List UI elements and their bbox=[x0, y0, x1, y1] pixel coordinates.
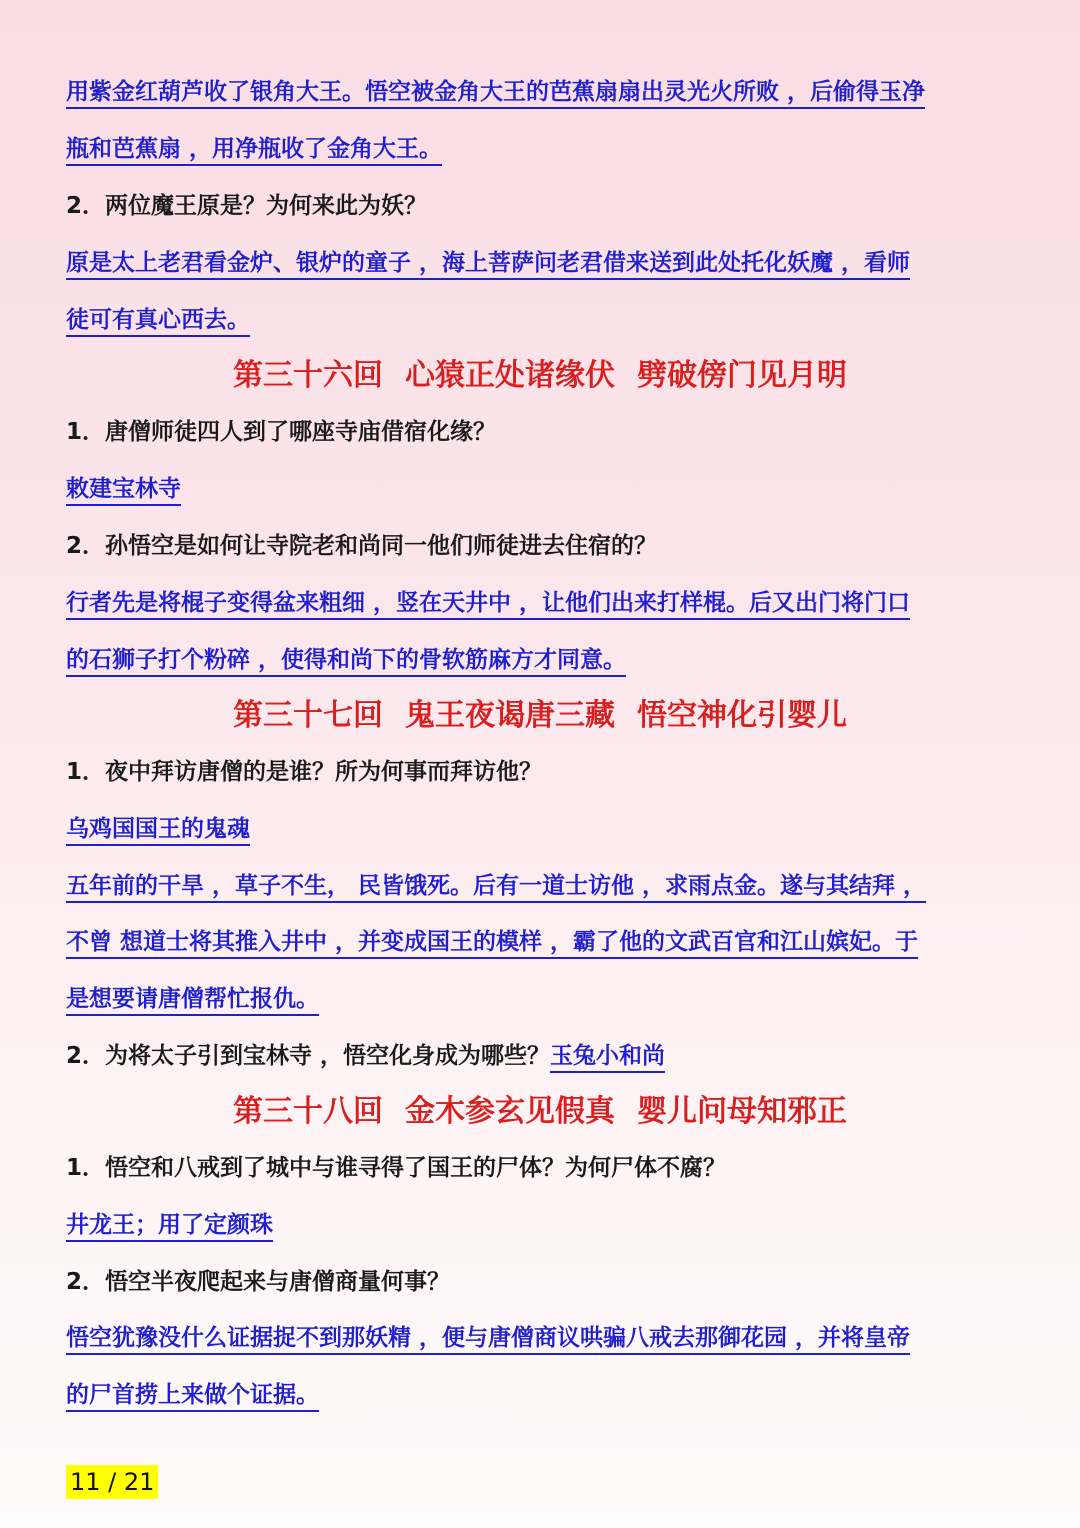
page-number-badge: 11 / 21 bbox=[66, 1465, 158, 1499]
question-line: 1．悟空和八戒到了城中与谁寻得了国王的尸体？为何尸体不腐？ bbox=[66, 1155, 727, 1181]
answer-line: 原是太上老君看金炉、银炉的童子 ，海上菩萨问老君借来送到此处托化妖魔 ，看师 bbox=[66, 243, 910, 283]
answer-line: 的石狮子打个粉碎 ，使得和尚下的骨软筋麻方才同意。 bbox=[66, 640, 626, 680]
answer-line: 徒可有真心西去。 bbox=[66, 300, 250, 340]
chapter-heading: 第三十八回 金木参玄见假真 婴儿问母知邪正 bbox=[233, 1094, 847, 1129]
question-line: 1．夜中拜访唐僧的是谁？所为何事而拜访他？ bbox=[66, 759, 543, 785]
answer-line: 的尸首捞上来做个证据。 bbox=[66, 1375, 319, 1415]
answer-line: 用紫金红葫芦收了银角大王。悟空被金角大王的芭蕉扇扇出灵光火所败 ，后偷得玉净 bbox=[66, 72, 925, 112]
inline-answer: 玉兔小和尚 bbox=[550, 1043, 665, 1073]
answer-line: 乌鸡国国王的鬼魂 bbox=[66, 809, 250, 849]
answer-line: 行者先是将棍子变得盆来粗细 ，竖在天井中 ，让他们出来打样棍。后又出门将门口 bbox=[66, 583, 910, 623]
answer-line: 五年前的干旱 ，草子不生， 民皆饿死。后有一道士访他 ，求雨点金。遂与其结拜 ， bbox=[66, 866, 926, 906]
answer-line: 悟空犹豫没什么证据捉不到那妖精 ，便与唐僧商议哄骗八戒去那御花园 ，并将皇帝 bbox=[66, 1318, 910, 1358]
answer-line: 瓶和芭蕉扇 ，用净瓶收了金角大王。 bbox=[66, 129, 442, 169]
chapter-heading: 第三十六回 心猿正处诸缘伏 劈破傍门见月明 bbox=[233, 358, 847, 393]
question-line: 2．两位魔王原是？为何来此为妖？ bbox=[66, 193, 428, 219]
answer-line: 是想要请唐僧帮忙报仇。 bbox=[66, 979, 319, 1019]
question-line: 1．唐僧师徒四人到了哪座寺庙借宿化缘？ bbox=[66, 419, 497, 445]
chapter-heading: 第三十七回 鬼王夜谒唐三藏 悟空神化引婴儿 bbox=[233, 698, 847, 733]
answer-line: 不曾 想道士将其推入井中 ，并变成国王的模样 ，霸了他的文武百官和江山嫔妃。于 bbox=[66, 922, 918, 962]
question-line: 2．悟空半夜爬起来与唐僧商量何事？ bbox=[66, 1269, 451, 1295]
answer-line: 敕建宝林寺 bbox=[66, 469, 181, 509]
question-line: 2．为将太子引到宝林寺 ，悟空化身成为哪些？玉兔小和尚 bbox=[66, 1036, 665, 1076]
answer-line: 井龙王；用了定颜珠 bbox=[66, 1205, 273, 1245]
question-line: 2．孙悟空是如何让寺院老和尚同一他们师徒进去住宿的？ bbox=[66, 533, 658, 559]
